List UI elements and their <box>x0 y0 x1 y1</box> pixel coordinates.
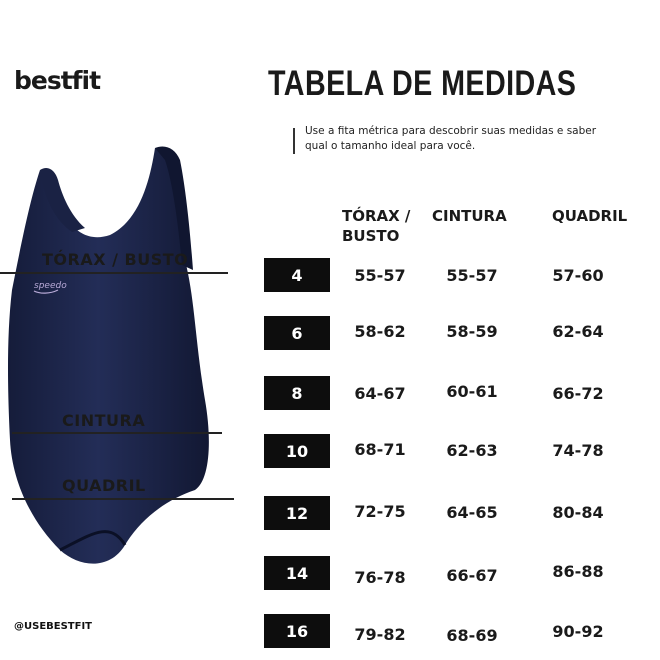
cell-quadril: 74-78 <box>552 441 604 460</box>
cell-quadril: 57-60 <box>552 266 604 285</box>
cell-torax: 76-78 <box>354 568 406 587</box>
size-badge: 6 <box>264 316 330 350</box>
header-quadril: QUADRIL <box>552 207 628 225</box>
size-badge: 12 <box>264 496 330 530</box>
cintura-measure-line <box>12 432 222 434</box>
cell-torax: 64-67 <box>354 384 406 403</box>
cell-torax: 55-57 <box>354 266 406 285</box>
cell-torax: 72-75 <box>354 502 406 521</box>
cintura-label: CINTURA <box>62 411 146 430</box>
cell-torax: 79-82 <box>354 625 406 644</box>
quadril-measure-line <box>12 498 234 500</box>
torax-label: TÓRAX / BUSTO <box>42 250 189 269</box>
page-title: TABELA DE MEDIDAS <box>268 64 577 103</box>
subtitle-accent-bar <box>293 128 295 154</box>
swimsuit-illustration <box>0 140 240 580</box>
cell-cintura: 58-59 <box>446 322 498 341</box>
cell-quadril: 80-84 <box>552 503 604 522</box>
cell-cintura: 55-57 <box>446 266 498 285</box>
torax-measure-line <box>0 272 228 274</box>
cell-torax: 68-71 <box>354 440 406 459</box>
cell-quadril: 86-88 <box>552 562 604 581</box>
size-badge: 4 <box>264 258 330 292</box>
brand-logo: bestfit <box>14 66 101 95</box>
quadril-label: QUADRIL <box>62 476 146 495</box>
cell-quadril: 66-72 <box>552 384 604 403</box>
cell-cintura: 64-65 <box>446 503 498 522</box>
cell-cintura: 62-63 <box>446 441 498 460</box>
size-badge: 10 <box>264 434 330 468</box>
cell-torax: 58-62 <box>354 322 406 341</box>
cell-quadril: 62-64 <box>552 322 604 341</box>
social-handle: @USEBESTFIT <box>14 621 93 632</box>
cell-cintura: 68-69 <box>446 626 498 645</box>
size-badge: 16 <box>264 614 330 648</box>
page-subtitle: Use a fita métrica para descobrir suas medidas e saber qual o tamanho ideal para você. <box>305 125 597 152</box>
header-torax: TÓRAX / BUSTO <box>342 207 411 245</box>
speedo-logo: speedo <box>34 281 67 291</box>
cell-quadril: 90-92 <box>552 622 604 641</box>
size-badge: 8 <box>264 376 330 410</box>
header-cintura: CINTURA <box>432 207 507 225</box>
cell-cintura: 60-61 <box>446 382 498 401</box>
cell-cintura: 66-67 <box>446 566 498 585</box>
size-badge: 14 <box>264 556 330 590</box>
